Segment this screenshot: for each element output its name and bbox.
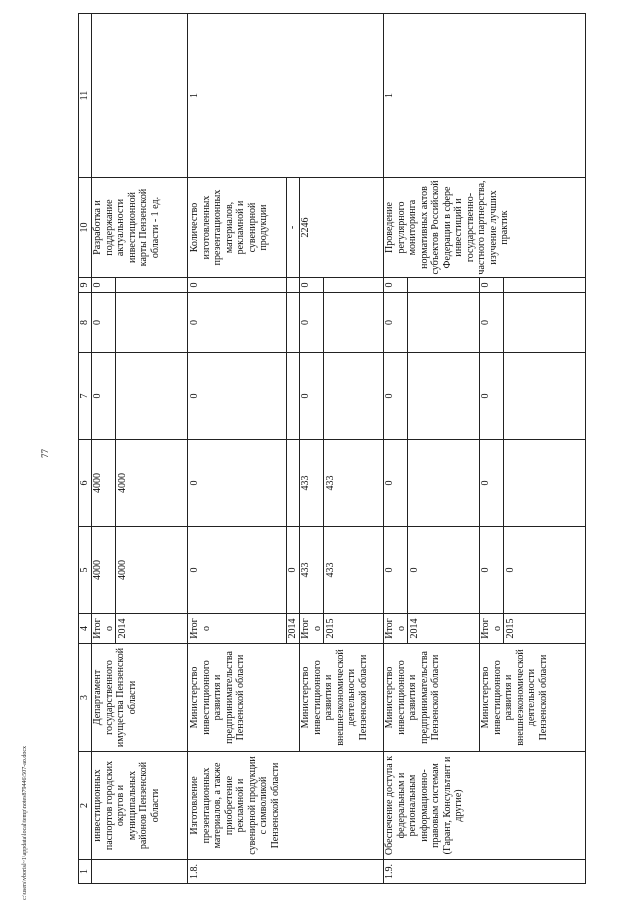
value-cell: 0 bbox=[480, 293, 504, 353]
measure-name: инвестиционных паспортов городских округов и муниципальных районов Пензенской области bbox=[92, 752, 188, 860]
indicator-value bbox=[92, 14, 188, 178]
item-number: 1.8. bbox=[188, 860, 384, 884]
value-cell: 433 bbox=[324, 440, 384, 527]
period-label: Итого bbox=[480, 614, 504, 644]
value-cell: 0 bbox=[92, 278, 116, 293]
value-cell bbox=[324, 278, 384, 293]
executor: Министерство инвестиционного развития и внешнеэкономической деятельности Пензенской области bbox=[300, 644, 384, 752]
year-cell: 2014 bbox=[287, 614, 300, 644]
value-cell: 0 bbox=[480, 527, 504, 614]
value-cell: 0 bbox=[480, 278, 504, 293]
table-row bbox=[92, 14, 116, 884]
header-cell: 8 bbox=[79, 293, 92, 353]
indicator-value: 2246 bbox=[300, 178, 384, 278]
measure-name: Изготовление презентационных материалов, а также приобретение рекламной и сувенирной продукции с символикой Пензенской области bbox=[188, 752, 384, 860]
value-cell bbox=[408, 353, 480, 440]
header-cell: 1 bbox=[79, 860, 92, 884]
indicator-value: 1 bbox=[188, 14, 384, 178]
value-cell: 0 bbox=[384, 440, 408, 527]
value-cell: 4000 bbox=[92, 527, 116, 614]
value-cell bbox=[116, 278, 188, 293]
header-cell: 4 bbox=[79, 614, 92, 644]
header-cell: 9 bbox=[79, 278, 92, 293]
header-cell: 7 bbox=[79, 353, 92, 440]
value-cell: 4000 bbox=[116, 527, 188, 614]
value-cell bbox=[408, 278, 480, 293]
header-cell: 5 bbox=[79, 527, 92, 614]
header-cell: 3 bbox=[79, 644, 92, 752]
indicator-value: 1 bbox=[384, 14, 586, 178]
period-label: Итого bbox=[188, 614, 287, 644]
value-cell bbox=[116, 293, 188, 353]
table-row bbox=[384, 14, 408, 884]
value-cell: 433 bbox=[300, 527, 324, 614]
value-cell: 0 bbox=[480, 440, 504, 527]
value-cell: 0 bbox=[384, 527, 408, 614]
year-cell: 2015 bbox=[504, 614, 586, 644]
value-cell bbox=[287, 440, 300, 527]
value-cell: 4000 bbox=[116, 440, 188, 527]
footer-path: c:\users\vborisl~1\appdata\local\temp\notes879446\507-ao.docx bbox=[22, 745, 28, 900]
value-cell bbox=[504, 293, 586, 353]
indicator-value: - bbox=[287, 178, 300, 278]
executor: Департамент государственного имущества Пензенской области bbox=[92, 644, 188, 752]
value-cell: 0 bbox=[188, 440, 287, 527]
value-cell: 433 bbox=[300, 440, 324, 527]
indicator: Количество изготовленных презентационных материалов, рекламной и сувенирной продукции bbox=[188, 178, 287, 278]
measure-name: Обеспечение доступа к федеральным и региональным информационно-правовым системам (Гарант, Консультант и другие) bbox=[384, 752, 586, 860]
value-cell: 0 bbox=[300, 278, 324, 293]
value-cell: 4000 bbox=[92, 440, 116, 527]
value-cell bbox=[504, 278, 586, 293]
item-number bbox=[92, 860, 188, 884]
value-cell bbox=[324, 353, 384, 440]
period-label: Итого bbox=[384, 614, 408, 644]
header-cell: 6 bbox=[79, 440, 92, 527]
budget-table bbox=[78, 13, 586, 884]
value-cell: 0 bbox=[188, 293, 287, 353]
value-cell bbox=[324, 293, 384, 353]
value-cell: 0 bbox=[504, 527, 586, 614]
value-cell bbox=[408, 440, 480, 527]
value-cell: 0 bbox=[92, 353, 116, 440]
executor: Министерство инвестиционного развития и предпринимательства Пензенской области bbox=[188, 644, 300, 752]
value-cell: 0 bbox=[188, 278, 287, 293]
value-cell: 433 bbox=[324, 527, 384, 614]
period-label: Итого bbox=[92, 614, 116, 644]
header-row bbox=[79, 14, 92, 884]
header-cell: 10 bbox=[79, 178, 92, 278]
value-cell: 0 bbox=[408, 527, 480, 614]
value-cell: 0 bbox=[300, 353, 324, 440]
item-number: 1.9. bbox=[384, 860, 586, 884]
value-cell bbox=[504, 353, 586, 440]
header-cell: 2 bbox=[79, 752, 92, 860]
value-cell: 0 bbox=[188, 353, 287, 440]
header-cell: 11 bbox=[79, 14, 92, 178]
table-row bbox=[188, 14, 287, 884]
value-cell bbox=[116, 353, 188, 440]
value-cell bbox=[287, 353, 300, 440]
value-cell: 0 bbox=[384, 278, 408, 293]
indicator: Разработка и поддержание актуальности инвестиционной карты Пензенской области - 1 ед. bbox=[92, 178, 188, 278]
value-cell bbox=[504, 440, 586, 527]
value-cell: 0 bbox=[384, 293, 408, 353]
value-cell: 0 bbox=[287, 527, 300, 614]
rotated-page bbox=[78, 14, 580, 884]
year-cell: 2014 bbox=[116, 614, 188, 644]
indicator: Проведение регулярного мониторинга нормативных актов субъектов Российской Федерации в сфере инвестиций и государственно-частного партнерства, изучение лучших практик bbox=[384, 178, 586, 278]
value-cell: 0 bbox=[92, 293, 116, 353]
value-cell: 0 bbox=[188, 527, 287, 614]
executor: Министерство инвестиционного развития и внешнеэкономической деятельности Пензенской области bbox=[480, 644, 586, 752]
period-label: Итого bbox=[300, 614, 324, 644]
year-cell: 2014 bbox=[408, 614, 480, 644]
executor: Министерство инвестиционного развития и предпринимательства Пензенской области bbox=[384, 644, 480, 752]
value-cell bbox=[287, 293, 300, 353]
value-cell: 0 bbox=[300, 293, 324, 353]
value-cell: 0 bbox=[384, 353, 408, 440]
value-cell: 0 bbox=[480, 353, 504, 440]
page-number: 77 bbox=[40, 449, 50, 458]
value-cell bbox=[408, 293, 480, 353]
value-cell bbox=[287, 278, 300, 293]
year-cell: 2015 bbox=[324, 614, 384, 644]
